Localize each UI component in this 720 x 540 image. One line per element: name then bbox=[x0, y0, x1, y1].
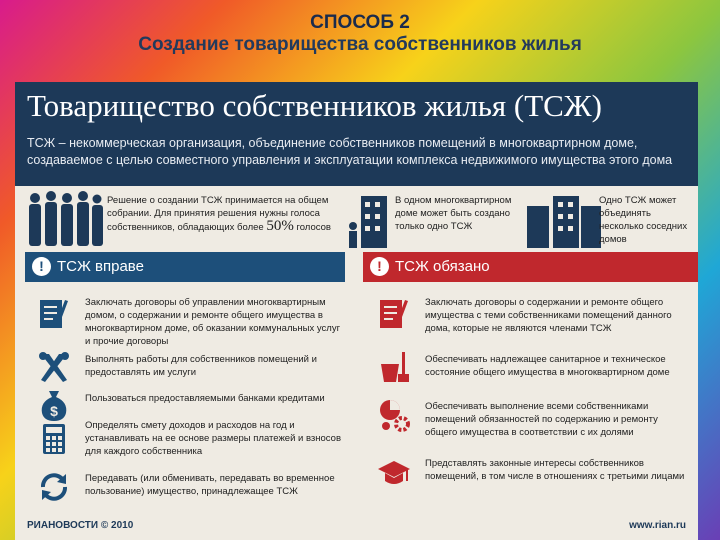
contract-icon bbox=[377, 297, 411, 331]
document-pen-icon bbox=[37, 297, 71, 331]
rights-item: Передавать (или обменивать, передавать во временное пользование) имущество, принадлежащее ТСЖ bbox=[85, 473, 335, 497]
rights-title: ТСЖ вправе bbox=[57, 258, 144, 275]
fact-one-per-house: В одном многоквартирном доме может быть создано только одно ТСЖ bbox=[395, 195, 512, 232]
poster-title: Товарищество собственников жилья (ТСЖ) bbox=[27, 88, 602, 123]
calculator-icon bbox=[37, 422, 71, 456]
rights-item: Выполнять работы для собственников помещений и предоставлять им услуги bbox=[85, 354, 317, 378]
rights-bar bbox=[25, 252, 345, 282]
building-person-icon bbox=[347, 192, 391, 248]
source-url: www.rian.ru bbox=[629, 520, 686, 531]
facts-strip bbox=[15, 186, 698, 252]
rights-item: Заключать договоры об управлении многоквартирным домом, о содержании и ремонте общего имущества в многоквартирном доме, об оказании коммунальных услуг и прочие договоры bbox=[85, 297, 341, 347]
slide-heading: СПОСОБ 2 bbox=[310, 12, 410, 33]
graduation-cap-icon bbox=[377, 456, 411, 490]
svg-text:$: $ bbox=[50, 403, 58, 419]
pie-gears-icon bbox=[377, 398, 411, 432]
fact-percent: 50% bbox=[266, 218, 294, 234]
duties-item: Представлять законные интересы собственников помещений, в том числе в отношениях с третьими лицами bbox=[425, 458, 685, 482]
cleaning-bucket-icon bbox=[377, 350, 411, 384]
fact-several-houses: Одно ТСЖ может объединять несколько соседних домов bbox=[599, 195, 688, 245]
money-bag-icon bbox=[37, 388, 71, 422]
duties-item: Обеспечивать надлежащее санитарное и техническое состояние общего имущества в многоквартирном доме bbox=[425, 354, 670, 378]
duties-bar bbox=[363, 252, 698, 282]
infographic-poster bbox=[15, 82, 698, 540]
exclamation-icon: ! bbox=[32, 257, 51, 276]
people-icon bbox=[25, 190, 105, 248]
duties-item: Заключать договоры о содержании и ремонте общего имущества с теми собственниками помещений данного дома, которые не являются членами ТСЖ bbox=[425, 297, 672, 334]
poster-intro: ТСЖ – некоммерческая организация, объединение собственников помещений в многоквартирном доме, создаваемое с целью совместного управления и эксплуатации комплекса недвижимого имущества этого дома bbox=[27, 136, 673, 167]
source-credit: РИАНОВОСТИ © 2010 bbox=[27, 520, 134, 531]
buildings-icon bbox=[523, 192, 603, 248]
duties-item: Обеспечивать выполнение всеми собственниками помещений обязанностей по содержанию и ремонту общего имущества в соответствии с их долями bbox=[425, 401, 658, 438]
slide-title bbox=[0, 12, 720, 56]
tools-icon bbox=[37, 350, 71, 384]
slide-subheading: Создание товарищества собственников жилья bbox=[138, 34, 582, 55]
poster-header bbox=[15, 82, 698, 186]
fact-decision: Решение о создании ТСЖ принимается на общем собрании. Для принятия решения нужны голоса собственников, обладающих более 50% голосов bbox=[107, 195, 331, 234]
exchange-icon bbox=[37, 470, 71, 504]
exclamation-icon: ! bbox=[370, 257, 389, 276]
rights-item: Пользоваться предоставляемыми банками кредитами bbox=[85, 393, 325, 404]
rights-item: Определять смету доходов и расходов на год и устанавливать на ее основе размеры платежей и взносов для каждого собственника bbox=[85, 420, 341, 457]
duties-title: ТСЖ обязано bbox=[395, 258, 490, 275]
